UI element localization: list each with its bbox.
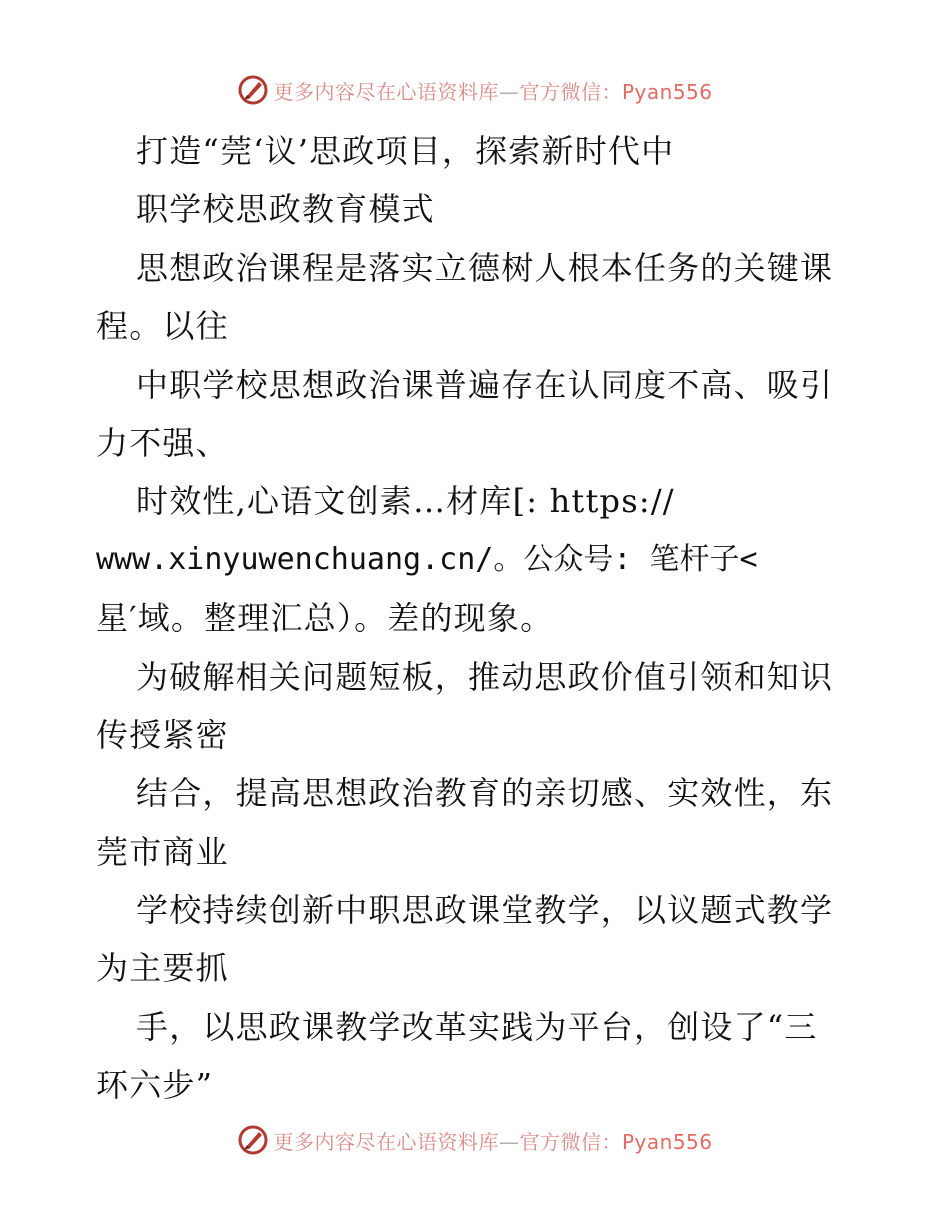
header-banner [0, 70, 950, 110]
footer-banner-handle: Pyan556 [621, 1129, 713, 1154]
footer-banner-main: 更多内容尽在心语资料库 [273, 1129, 499, 1154]
paragraph-line: 中职学校思想政治课普遍存在认同度不高、吸引 [136, 365, 834, 404]
footer-banner-suffix: 官方微信： [519, 1129, 622, 1154]
header-banner-text [273, 76, 712, 105]
paragraph-line: 莞市商业 [96, 832, 229, 871]
paragraph-line: 力不强、 [96, 423, 229, 462]
footer-banner-text [273, 1126, 712, 1155]
paragraph-line: 手，以思政课教学改革实践为平台，创设了“三 [136, 1007, 818, 1046]
document-body [96, 122, 856, 1115]
footer-banner [0, 1120, 950, 1160]
paragraph-line: www.xinyuwenchuang.cn/。公众号: 笔杆子< [96, 541, 758, 577]
header-banner-main: 更多内容尽在心语资料库 [273, 79, 499, 104]
header-banner-dash: — [498, 79, 520, 104]
paragraph-line: 星′域。整理汇总）。差的现象。 [96, 599, 554, 638]
header-banner-handle: Pyan556 [621, 79, 713, 104]
paragraph-line: 结合，提高思想政治教育的亲切感、实效性，东 [136, 774, 834, 813]
paragraph-line: 为主要抓 [96, 949, 229, 988]
paragraph-line: 为破解相关问题短板，推动思政价值引领和知识 [136, 657, 834, 696]
paragraph-line: 时效性,心语文创素…材库[: https:// [136, 482, 675, 521]
document-title-line: 职学校思政教育模式 [136, 190, 435, 229]
brush-logo-icon [237, 1124, 269, 1156]
paragraph-line: 学校持续创新中职思政课堂教学，以议题式教学 [136, 891, 834, 930]
paragraph-line: 环六步” [96, 1066, 214, 1105]
document-title-line: 打造“莞‘议’思政项目，探索新时代中 [136, 132, 675, 170]
brush-logo-icon [237, 74, 269, 106]
header-banner-suffix: 官方微信： [519, 79, 622, 104]
paragraph-line: 思想政治课程是落实立德树人根本任务的关键课 [136, 248, 834, 287]
paragraph-line: 程。以往 [96, 307, 229, 346]
paragraph-line: 传授紧密 [96, 715, 229, 754]
footer-banner-dash: — [498, 1129, 520, 1154]
